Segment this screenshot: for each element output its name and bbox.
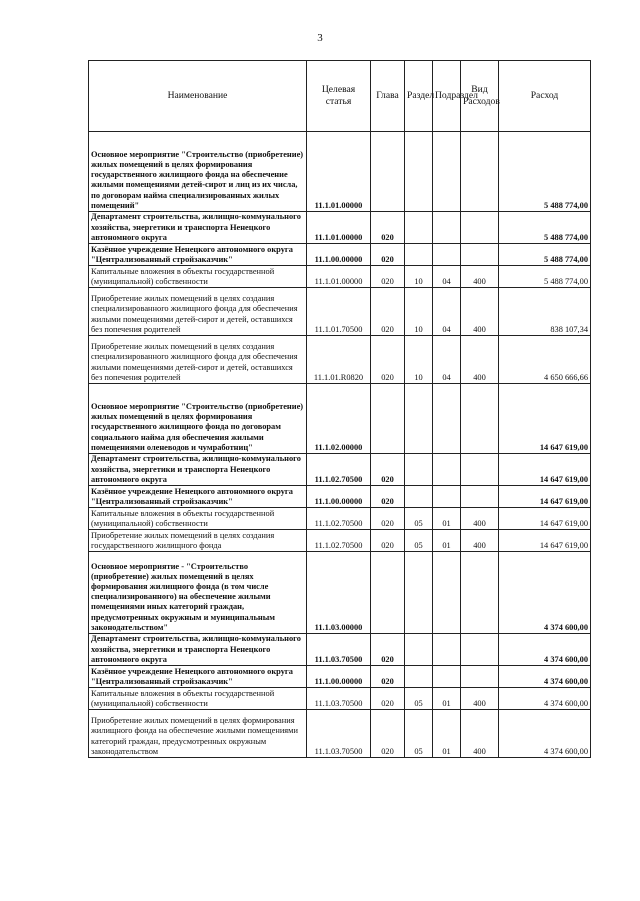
cell-name: Основное мероприятие - "Строительство (приобретение) жилых помещений в целях формирования жилищного фонда (в том числе специализированного) на обеспечение жилыми помещениями иных категорий граждан, предусмотренных окружным и муниципальным законодательством" [89, 552, 307, 634]
table-row [89, 710, 591, 758]
cell-chapter: 020 [371, 212, 405, 244]
header-subsection: Подраздел [433, 61, 461, 132]
header-section: Раздел [405, 61, 433, 132]
table-row [89, 552, 591, 634]
table-row [89, 454, 591, 486]
cell-kind [461, 384, 499, 454]
cell-name: Капитальные вложения в объекты государственной (муниципальной) собственности [89, 266, 307, 288]
cell-subsection: 04 [433, 288, 461, 336]
cell-section [405, 244, 433, 266]
cell-chapter: 020 [371, 336, 405, 384]
cell-subsection [433, 132, 461, 212]
cell-target: 11.1.02.00000 [307, 384, 371, 454]
cell-chapter: 020 [371, 530, 405, 552]
cell-subsection: 04 [433, 336, 461, 384]
cell-chapter: 020 [371, 688, 405, 710]
cell-amount: 4 374 600,00 [499, 688, 591, 710]
cell-name: Приобретение жилых помещений в целях создания государственного жилищного фонда [89, 530, 307, 552]
cell-name: Казённое учреждение Ненецкого автономного округа "Централизованный стройзаказчик" [89, 486, 307, 508]
table-row [89, 634, 591, 666]
table-row [89, 132, 591, 212]
table-row [89, 266, 591, 288]
cell-amount: 5 488 774,00 [499, 212, 591, 244]
cell-target: 11.1.01.70500 [307, 288, 371, 336]
cell-amount: 4 374 600,00 [499, 552, 591, 634]
cell-name: Департамент строительства, жилищно-коммунального хозяйства, энергетики и транспорта Ненецкого автономного округа [89, 634, 307, 666]
cell-section [405, 212, 433, 244]
cell-name: Капитальные вложения в объекты государственной (муниципальной) собственности [89, 688, 307, 710]
cell-name: Казённое учреждение Ненецкого автономного округа "Централизованный стройзаказчик" [89, 666, 307, 688]
cell-subsection [433, 666, 461, 688]
cell-section [405, 552, 433, 634]
cell-amount: 14 647 619,00 [499, 384, 591, 454]
cell-amount: 14 647 619,00 [499, 508, 591, 530]
cell-section: 10 [405, 266, 433, 288]
cell-amount: 14 647 619,00 [499, 486, 591, 508]
cell-section: 05 [405, 508, 433, 530]
cell-name: Основное мероприятие "Строительство (приобретение) жилых помещений в целях формирования государственного жилищного фонда на обеспечение жилыми помещениями детей-сирот и лиц из их числа, по договорам найма специализированных жилых помещений" [89, 132, 307, 212]
cell-chapter: 020 [371, 666, 405, 688]
cell-subsection [433, 634, 461, 666]
cell-kind [461, 244, 499, 266]
cell-chapter: 020 [371, 454, 405, 486]
cell-kind: 400 [461, 710, 499, 758]
cell-section: 05 [405, 710, 433, 758]
cell-chapter [371, 384, 405, 454]
cell-section [405, 486, 433, 508]
cell-amount: 4 374 600,00 [499, 710, 591, 758]
cell-chapter: 020 [371, 710, 405, 758]
cell-name: Приобретение жилых помещений в целях создания специализированного жилищного фонда для обеспечения жилыми помещениями детей-сирот и детей, оставшихся без попечения родителей [89, 288, 307, 336]
cell-target: 11.1.02.70500 [307, 454, 371, 486]
cell-kind [461, 634, 499, 666]
cell-target: 11.1.03.70500 [307, 710, 371, 758]
cell-subsection [433, 454, 461, 486]
cell-target: 11.1.02.70500 [307, 508, 371, 530]
cell-section [405, 132, 433, 212]
cell-subsection [433, 552, 461, 634]
table-header-row [89, 61, 591, 132]
cell-target: 11.1.00.00000 [307, 666, 371, 688]
cell-name: Казённое учреждение Ненецкого автономного округа "Централизованный стройзаказчик" [89, 244, 307, 266]
cell-section: 05 [405, 688, 433, 710]
cell-amount: 4 374 600,00 [499, 666, 591, 688]
table-row [89, 486, 591, 508]
cell-amount: 5 488 774,00 [499, 244, 591, 266]
cell-target: 11.1.00.00000 [307, 244, 371, 266]
page-number: 3 [317, 32, 323, 44]
cell-subsection: 04 [433, 266, 461, 288]
cell-amount: 14 647 619,00 [499, 454, 591, 486]
header-expense: Расход [499, 61, 591, 132]
cell-target: 11.1.00.00000 [307, 486, 371, 508]
cell-target: 11.1.01.R0820 [307, 336, 371, 384]
cell-section: 05 [405, 530, 433, 552]
cell-kind [461, 132, 499, 212]
cell-chapter [371, 552, 405, 634]
cell-subsection: 01 [433, 710, 461, 758]
cell-subsection [433, 212, 461, 244]
table-row [89, 212, 591, 244]
table-row [89, 508, 591, 530]
cell-section: 10 [405, 288, 433, 336]
cell-kind [461, 666, 499, 688]
cell-chapter: 020 [371, 244, 405, 266]
cell-name: Капитальные вложения в объекты государственной (муниципальной) собственности [89, 508, 307, 530]
table-row [89, 688, 591, 710]
cell-kind: 400 [461, 508, 499, 530]
cell-target: 11.1.02.70500 [307, 530, 371, 552]
cell-kind [461, 454, 499, 486]
cell-subsection [433, 486, 461, 508]
table-row [89, 530, 591, 552]
header-target: Целевая статья [307, 61, 371, 132]
cell-amount: 4 374 600,00 [499, 634, 591, 666]
cell-section [405, 384, 433, 454]
table-row [89, 336, 591, 384]
cell-subsection [433, 384, 461, 454]
cell-kind: 400 [461, 530, 499, 552]
table-row [89, 288, 591, 336]
cell-target: 11.1.01.00000 [307, 266, 371, 288]
cell-kind: 400 [461, 688, 499, 710]
cell-target: 11.1.03.70500 [307, 634, 371, 666]
table-body [89, 132, 591, 758]
cell-name: Приобретение жилых помещений в целях формирования жилищного фонда на обеспечение жилыми помещениями категорий граждан, предусмотренных окружным законодательством [89, 710, 307, 758]
cell-section [405, 666, 433, 688]
cell-amount: 14 647 619,00 [499, 530, 591, 552]
cell-kind: 400 [461, 266, 499, 288]
cell-kind: 400 [461, 288, 499, 336]
cell-target: 11.1.03.70500 [307, 688, 371, 710]
header-name: Наименование [89, 61, 307, 132]
budget-table [88, 60, 591, 758]
cell-section [405, 454, 433, 486]
cell-amount: 838 107,34 [499, 288, 591, 336]
cell-kind [461, 486, 499, 508]
table-row [89, 666, 591, 688]
cell-chapter: 020 [371, 634, 405, 666]
cell-target: 11.1.03.00000 [307, 552, 371, 634]
cell-section [405, 634, 433, 666]
cell-subsection: 01 [433, 688, 461, 710]
header-kind: Вид Расходов [461, 61, 499, 132]
cell-section: 10 [405, 336, 433, 384]
cell-chapter [371, 132, 405, 212]
cell-chapter: 020 [371, 288, 405, 336]
table-row [89, 244, 591, 266]
cell-target: 11.1.01.00000 [307, 212, 371, 244]
cell-kind: 400 [461, 336, 499, 384]
cell-subsection [433, 244, 461, 266]
cell-subsection: 01 [433, 530, 461, 552]
cell-amount: 5 488 774,00 [499, 132, 591, 212]
cell-chapter: 020 [371, 508, 405, 530]
cell-name: Департамент строительства, жилищно-коммунального хозяйства, энергетики и транспорта Ненецкого автономного округа [89, 454, 307, 486]
cell-name: Департамент строительства, жилищно-коммунального хозяйства, энергетики и транспорта Ненецкого автономного округа [89, 212, 307, 244]
cell-kind [461, 212, 499, 244]
cell-amount: 4 650 666,66 [499, 336, 591, 384]
cell-name: Основное мероприятие "Строительство (приобретение) жилых помещений в целях формирования государственного жилищного фонда по договорам социального найма для обеспечения жилыми помещениями оленеводов и чумработниц" [89, 384, 307, 454]
cell-chapter: 020 [371, 266, 405, 288]
header-chapter: Глава [371, 61, 405, 132]
cell-amount: 5 488 774,00 [499, 266, 591, 288]
cell-subsection: 01 [433, 508, 461, 530]
cell-kind [461, 552, 499, 634]
table-row [89, 384, 591, 454]
cell-target: 11.1.01.00000 [307, 132, 371, 212]
cell-name: Приобретение жилых помещений в целях создания специализированного жилищного фонда для обеспечения жилыми помещениями детей-сирот и детей, оставшихся без попечения родителей [89, 336, 307, 384]
cell-chapter: 020 [371, 486, 405, 508]
